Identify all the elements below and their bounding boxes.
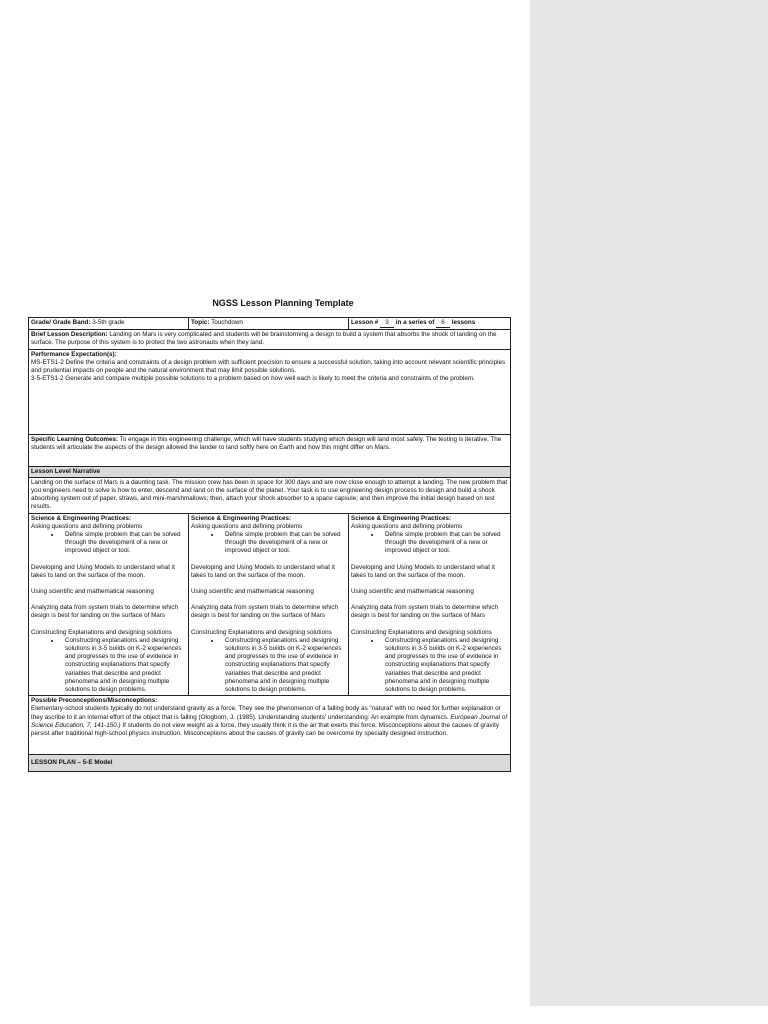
comment-pane [530,0,768,1006]
list-item: • Define simple problem that can be solved through the development of a new or improved object or tool. [61,531,186,556]
preconceptions-cell: Possible Preconceptions/Misconceptions: Elementary-school students typically do not understand gravity as a force. They see the phenomenon of a falling body as "natural" with no need for further explanation or they ascribe to it an internal effort of the object that is falling (Ologborn, J. (1985). Understanding students' understanding: An example from dynamics. European Journal of Science Education, 7, 141-150.) If students do not view weight as a force, they usually think it is the air that exerts this force. Misconceptions about the causes of gravity persist after traditional high-school physics instruction. Misconceptions about the causes of gravity can be overcome by specially designed instruction. [29,696,511,755]
list-item: • Constructing explanations and designing solutions in 3-5 builds on K-2 experiences and progresses to the use of evidence in constructing explanations that specify variables that describe and predict phenomena and in designing multiple solutions to design problems. [61,637,186,694]
preconceptions-row [29,696,511,755]
bullet-list [351,637,508,694]
performance-expectations-cell: Performance Expectation(s): MS-ETS1-2 Define the criteria and constraints of a design problem with sufficient precision to ensure a successful solution, taking into account relevant scientific principles and prudential impacts on people and the natural environment that may limit possible solutions. 3-5-ETS1-2 Generate and compare multiple possible solutions to a problem based on how well each is likely to meet the criteria and constraints of the problem. [29,349,511,434]
list-item: • Constructing explanations and designing solutions in 3-5 builds on K-2 experiences and progresses to the use of evidence in constructing explanations that specify variables that describe and predict phenomena and in designing multiple solutions to design problems. [381,637,508,694]
narrative-heading-row [29,466,511,477]
bullet-list [31,531,186,556]
header-row [29,318,511,330]
practices-column-2: Science & Engineering Practices: Asking questions and defining problems • Define simple problem that can be solved through the development of a new or improved object or tool. Developing and Using Models to understand what it takes to land on the surface of the moon. Using scientific and mathematical reasoning Analyzing data from system trials to determine which design is best for landing on the surface of Mars Constructing Explanations and designing solutions • Constructing explanations and designing solutions in 3-5 builds on K-2 experiences and progresses to the use of evidence in constructing explanations that specify variables that describe and predict phenomena and in designing multiple solutions to design problems. [189,513,349,696]
lesson-plan-heading: LESSON PLAN – 5-E Model [29,755,511,772]
series-total: 6 [436,319,450,328]
preconceptions-text: Elementary-school students typically do not understand gravity as a force. They see the phenomenon of a falling body as "natural" with no need for further explanation or they ascribe to it an internal effort of the object that is falling (Ologborn, J. (1985). Understanding students' understanding: An example from dynamics. European Journal of Science Education, 7, 141-150.) If students do not view weight as a force, they usually think it is the air that exerts this force. Misconceptions about the causes of gravity persist after traditional high-school physics instruction. Misconceptions about the causes of gravity can be overcome by specially designed instruction. [31,705,508,738]
performance-expectations-row [29,349,511,434]
journal-citation: European Journal of Science Education, 7, 141-150.) [31,713,508,729]
lesson-number-cell: Lesson # 3 in a series of 6 lessons [349,318,511,330]
brief-row [29,330,511,349]
lesson-number: 3 [380,319,394,328]
bullet-list [191,531,346,556]
practices-column-1: Science & Engineering Practices: Asking questions and defining problems • Define simple problem that can be solved through the development of a new or improved object or tool. Developing and Using Models to understand what it takes to land on the surface of the moon. Using scientific and mathematical reasoning Analyzing data from system trials to determine which design is best for landing on the surface of Mars Constructing Explanations and designing solutions • Constructing explanations and designing solutions in 3-5 builds on K-2 experiences and progresses to the use of evidence in constructing explanations that specify variables that describe and predict phenomena and in designing multiple solutions to design problems. [29,513,189,696]
bullet-list [31,637,186,694]
performance-expectation-2: 3-5-ETS1-2 Generate and compare multiple possible solutions to a problem based on how well each is likely to meet the criteria and constraints of the problem. [31,375,475,383]
bullet-list [191,637,346,694]
list-item: • Define simple problem that can be solved through the development of a new or improved object or tool. [221,531,346,556]
brief-description-cell: Brief Lesson Description: Landing on Mars is very complicated and students will be brainstorming a design to build a system that absorbs the shock of landing on the surface. The purpose of this system is to protect the two astronauts when they land. [29,330,511,349]
learning-outcomes-text: To engage in this engineering challenge, which will have students studying which design will land most safely. The testing is iterative. The students will articulate the aspects of the design allowed the lander to land softly here on Earth and how this might differ on Mars. [31,435,502,451]
performance-expectation-1: MS-ETS1-2 Define the criteria and constraints of a design problem with sufficient precision to ensure a successful solution, taking into account relevant scientific principles and prudential impacts on people and the natural environment that may limit possible solutions. [31,358,506,375]
list-item: • Constructing explanations and designing solutions in 3-5 builds on K-2 experiences and progresses to the use of evidence in constructing explanations that specify variables that describe and predict phenomena and in designing multiple solutions to design problems. [221,637,346,694]
practices-column-3: Science & Engineering Practices: Asking questions and defining problems • Define simple problem that can be solved through the development of a new or improved object or tool. Developing and Using Models to understand what it takes to land on the surface of the moon. Using scientific and mathematical reasoning Analyzing data from system trials to determine which design is best for landing on the surface of Mars Constructing Explanations and designing solutions • Constructing explanations and designing solutions in 3-5 builds on K-2 experiences and progresses to the use of evidence in constructing explanations that specify variables that describe and predict phenomena and in designing multiple solutions to design problems. [349,513,511,696]
grade-cell: Grade/ Grade Band: 3-5th grade [29,318,189,330]
narrative-row [29,477,511,513]
lesson-plan-table [28,317,511,772]
grade-value: 3-5th grade [92,319,125,326]
bullet-list [351,531,508,556]
narrative-heading: Lesson Level Narrative [29,466,511,477]
list-item: • Define simple problem that can be solved through the development of a new or improved object or tool. [381,531,508,556]
topic-cell: Topic: Touchdown [189,318,349,330]
page-title: NGSS Lesson Planning Template [212,298,354,308]
narrative-cell: Landing on the surface of Mars is a daunting task. The mission crew has been in space for 300 days and are now close enough to attempt a landing. The new problem that you engineers need to solve is how to enter, descend and land on the surface of the planet. Your task is to use engineering design process to design and build a shock absorbing system out of paper, straws, and mini-marshmallows; then, attach your shock absorber to a space capsule; and then improve the initial design based on test results. [29,477,511,513]
topic-value: Touchdown [211,319,243,326]
learning-outcomes-cell: Specific Learning Outcomes: To engage in this engineering challenge, which will have students studying which design will land most safely. The testing is iterative. The students will articulate the aspects of the design allowed the lander to land softly here on Earth and how this might differ on Mars. [29,434,511,466]
lesson-plan-row [29,755,511,772]
learning-outcomes-row [29,434,511,466]
practices-row [29,513,511,696]
brief-description-text: Landing on Mars is very complicated and students will be brainstorming a design to build a system that absorbs the shock of landing on the surface. The purpose of this system is to protect the two astronauts when they land. [31,331,497,347]
